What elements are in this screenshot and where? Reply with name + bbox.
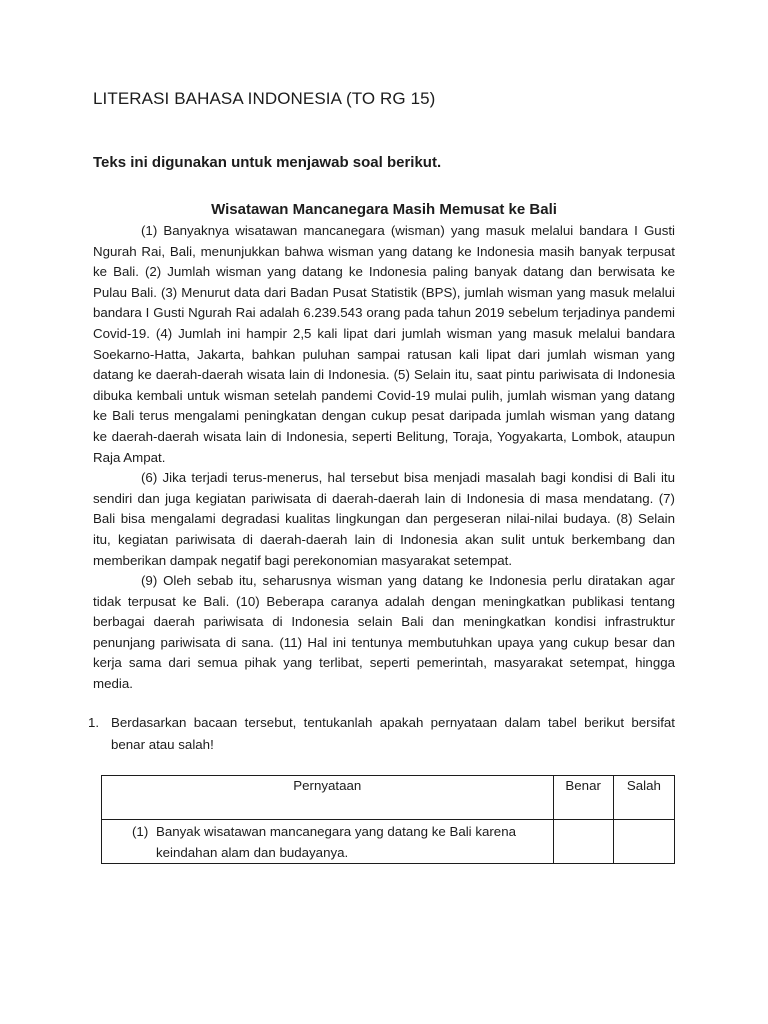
header-statement: Pernyataan	[102, 776, 554, 820]
statement-cell	[102, 820, 554, 864]
question-1	[88, 712, 675, 756]
article-title: Wisatawan Mancanegara Masih Memusat ke Bali	[211, 201, 557, 218]
table-row	[102, 820, 675, 864]
document-title: LITERASI BAHASA INDONESIA (TO RG 15)	[93, 89, 436, 108]
paragraph-2: (6) Jika terjadi terus-menerus, hal tersebut bisa menjadi masalah bagi kondisi di Bali itu sendiri dan juga kegiatan pariwisata di daerah-daerah lain di Indonesia di masa mendatang. (7) Bali bisa mengalami degradasi kualitas lingkungan dan pergeseran nilai-nilai budaya. (8) Selain itu, kegiatan pariwisata di daerah-daerah lain di Indonesia akan sulit untuk berkembang dan memberikan dampak negatif bagi perekonomian masyarakat setempat.	[93, 470, 675, 568]
statement-wrap	[102, 821, 553, 863]
statement-number: (1)	[132, 824, 149, 839]
paragraph-1: (1) Banyaknya wisatawan mancanegara (wisman) yang masuk melalui bandara I Gusti Ngurah Rai, Bali, menunjukkan bahwa wisman yang datang ke Indonesia masih banyak terpusat ke Bali. (2) Jumlah wisman yang datang ke Indonesia paling banyak datang dan berwisata ke Pulau Bali. (3) Menurut data dari Badan Pusat Statistik (BPS), jumlah wisman yang masuk melalui bandara I Gusti Ngurah Rai adalah 6.239.543 orang pada tahun 2019 sebelum terjadinya pandemi Covid-19. (4) Jumlah ini hampir 2,5 kali lipat dari jumlah wisman yang masuk melalui bandara Soekarno-Hatta, Jakarta, bahkan puluhan sampai ratusan kali lipat dari jumlah wisman yang datang ke daerah-daerah wisata lain di Indonesia. (5) Selain itu, saat pintu pariwisata di Indonesia dibuka kembali untuk wisman setelah pandemi Covid-19 mulai pulih, jumlah wisman yang datang ke Bali terus mengalami peningkatan dengan cukup pesat daripada jumlah wisman yang datang ke daerah-daerah wisata lain di Indonesia, seperti Belitung, Toraja, Yogyakarta, Lombok, ataupun Raja Ampat.	[93, 223, 675, 465]
statement-table	[101, 775, 675, 864]
question-text: Berdasarkan bacaan tersebut, tentukanlah apakah pernyataan dalam tabel berikut bersifat benar atau salah!	[111, 715, 675, 752]
header-false: Salah	[613, 776, 674, 820]
table-header-row	[102, 776, 675, 820]
intro-text: Teks ini digunakan untuk menjawab soal berikut.	[93, 154, 442, 171]
false-checkbox-cell[interactable]	[613, 820, 674, 864]
true-checkbox-cell[interactable]	[553, 820, 613, 864]
header-true: Benar	[553, 776, 613, 820]
question-number: 1.	[88, 715, 100, 730]
article-body	[93, 221, 675, 695]
paragraph-3: (9) Oleh sebab itu, seharusnya wisman yang datang ke Indonesia perlu diratakan agar tidak terpusat ke Bali. (10) Beberapa caranya adalah dengan meningkatkan publikasi tentang berbagai daerah pariwisata di Indonesia selain Bali dan meningkatkan kondisi infrastruktur penunjang pariwisata di sana. (11) Hal ini tentunya membutuhkan upaya yang cukup besar dan kerja sama dari semua pihak yang terlibat, seperti pemerintah, masyarakat setempat, hingga media.	[93, 573, 675, 692]
statement-text: Banyak wisatawan mancanegara yang datang ke Bali karena keindahan alam dan budayanya.	[156, 824, 516, 860]
